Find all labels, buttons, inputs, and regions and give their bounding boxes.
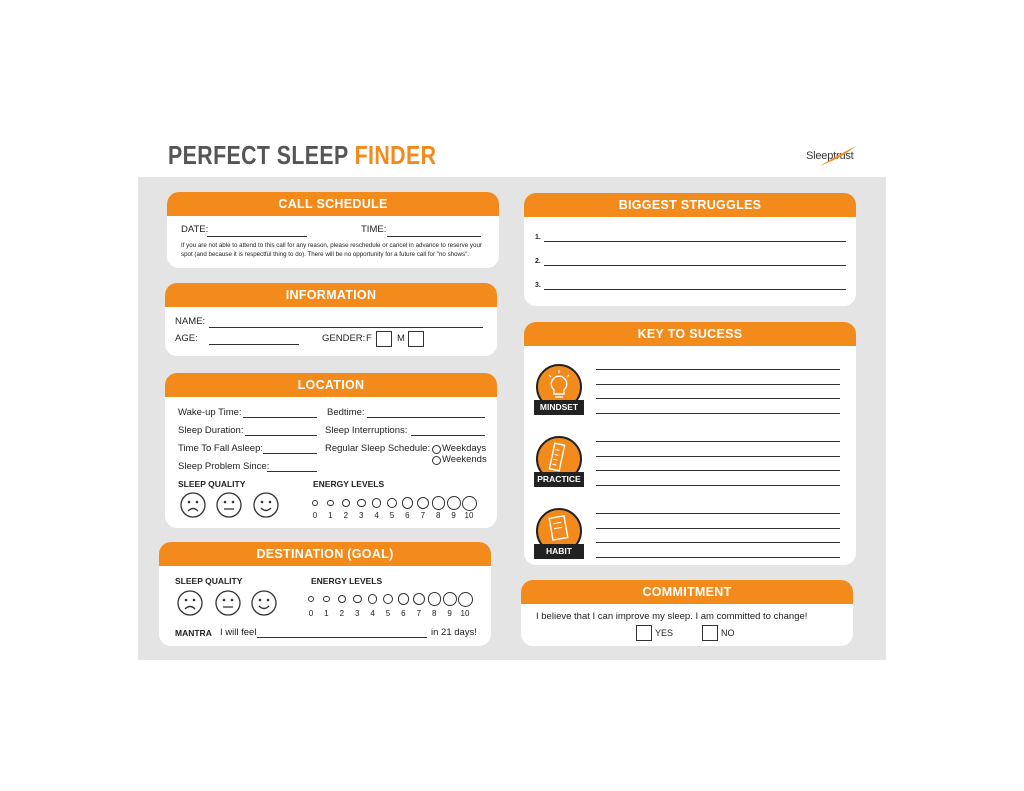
struggle-number-3: 3. (535, 282, 541, 289)
destination-heading: DESTINATION (GOAL) (159, 542, 491, 566)
neutral-face-icon[interactable] (216, 492, 242, 518)
date-label: DATE: (181, 224, 209, 235)
energy-level-5-option[interactable] (383, 594, 394, 605)
key-line-1-1[interactable] (596, 369, 840, 370)
title-part-2: FINDER (354, 140, 437, 170)
key-line-1-4[interactable] (596, 413, 840, 414)
key-line-3-2[interactable] (596, 528, 840, 529)
energy-level-3-option[interactable] (357, 499, 366, 508)
struggles-heading: BIGGEST STRUGGLES (524, 193, 856, 217)
mantra-field[interactable] (257, 637, 427, 638)
energy-level-5-number: 5 (385, 609, 391, 618)
energy-level-8-option[interactable] (432, 496, 445, 509)
energy-level-0-option[interactable] (312, 500, 318, 506)
energy-level-10-option[interactable] (462, 496, 477, 511)
practice-badge (534, 436, 584, 492)
habit-badge (534, 508, 584, 564)
time-field[interactable] (387, 236, 481, 237)
habit-label: HABIT (534, 544, 584, 559)
energy-level-3-option[interactable] (353, 595, 362, 604)
interruptions-label: Sleep Interruptions: (325, 425, 408, 436)
struggle-number-1: 1. (535, 234, 541, 241)
interruptions-field[interactable] (411, 435, 485, 436)
date-field[interactable] (207, 236, 307, 237)
energy-level-8-number: 8 (431, 609, 437, 618)
weekends-radio[interactable] (432, 456, 441, 465)
energy-level-3-number: 3 (354, 609, 360, 618)
key-line-2-2[interactable] (596, 456, 840, 457)
energy-level-9-option[interactable] (443, 592, 457, 606)
key-to-success-card (524, 322, 856, 565)
mindset-badge (534, 364, 584, 420)
problem-since-label: Sleep Problem Since: (178, 461, 270, 472)
key-line-1-2[interactable] (596, 384, 840, 385)
struggle-number-2: 2. (535, 258, 541, 265)
fall-asleep-field[interactable] (263, 453, 317, 454)
goal-sad-face-icon[interactable] (177, 590, 203, 616)
sleeptrust-logo (806, 144, 862, 168)
practice-label: PRACTICE (534, 472, 584, 487)
energy-level-1-option[interactable] (327, 500, 334, 507)
yes-label: YES (655, 628, 674, 638)
problem-since-field[interactable] (267, 471, 317, 472)
sleep-quality-label: SLEEP QUALITY (178, 479, 246, 489)
energy-level-0-number: 0 (308, 609, 314, 618)
energy-level-10-number: 10 (464, 511, 474, 520)
energy-level-2-option[interactable] (338, 595, 346, 603)
key-line-2-3[interactable] (596, 470, 840, 471)
duration-label: Sleep Duration: (178, 425, 244, 436)
energy-level-6-option[interactable] (398, 593, 409, 604)
commitment-statement: I believe that I can improve my sleep. I am committed to change! (536, 611, 808, 622)
struggle-field-3[interactable] (544, 289, 846, 290)
energy-level-8-option[interactable] (428, 592, 441, 605)
mantra-prefix: I will feel (220, 627, 257, 638)
key-heading: KEY TO SUCESS (524, 322, 856, 346)
energy-level-6-option[interactable] (402, 497, 413, 508)
yes-checkbox[interactable] (636, 625, 652, 641)
energy-level-7-option[interactable] (413, 593, 425, 605)
energy-level-5-number: 5 (389, 511, 395, 520)
mantra-suffix: in 21 days! (431, 627, 477, 638)
name-label: NAME: (175, 316, 206, 327)
goal-neutral-face-icon[interactable] (215, 590, 241, 616)
age-label: AGE: (175, 333, 198, 344)
goal-energy-levels-label: ENERGY LEVELS (311, 576, 383, 586)
goal-sleep-quality-label: SLEEP QUALITY (175, 576, 243, 586)
gender-m-checkbox[interactable] (408, 331, 424, 347)
bedtime-field[interactable] (367, 417, 485, 418)
information-heading: INFORMATION (165, 283, 497, 307)
call-schedule-card (167, 192, 499, 268)
regular-schedule-label: Regular Sleep Schedule: (325, 443, 431, 454)
energy-level-4-option[interactable] (368, 594, 378, 604)
gender-f-checkbox[interactable] (376, 331, 392, 347)
energy-level-4-option[interactable] (372, 498, 382, 508)
name-field[interactable] (209, 327, 483, 328)
energy-level-2-number: 2 (339, 609, 345, 618)
goal-happy-face-icon[interactable] (251, 590, 277, 616)
energy-level-1-number: 1 (328, 511, 333, 520)
bedtime-label: Bedtime: (327, 407, 365, 418)
struggle-field-2[interactable] (544, 265, 846, 266)
weekdays-label: Weekdays (442, 443, 487, 454)
struggles-card (524, 193, 856, 306)
struggle-field-1[interactable] (544, 241, 846, 242)
energy-level-2-number: 2 (343, 511, 349, 520)
energy-level-10-option[interactable] (458, 592, 473, 607)
wakeup-field[interactable] (243, 417, 317, 418)
energy-level-8-number: 8 (435, 511, 441, 520)
key-line-3-4[interactable] (596, 557, 840, 558)
page-title (168, 140, 436, 171)
energy-level-0-number: 0 (312, 511, 318, 520)
energy-level-7-number: 7 (416, 609, 422, 618)
destination-card (159, 542, 491, 646)
duration-field[interactable] (245, 435, 317, 436)
mindset-label: MINDSET (534, 400, 584, 415)
energy-level-9-number: 9 (447, 609, 452, 618)
time-label: TIME: (361, 224, 387, 235)
title-part-1: PERFECT SLEEP (168, 140, 355, 170)
fall-asleep-label: Time To Fall Asleep: (178, 443, 264, 454)
energy-levels-label: ENERGY LEVELS (313, 479, 385, 489)
weekdays-radio[interactable] (432, 445, 441, 454)
location-heading: LOCATION (165, 373, 497, 397)
energy-level-5-option[interactable] (387, 498, 398, 509)
mantra-label: MANTRA (175, 628, 212, 638)
location-card (165, 373, 497, 528)
key-line-2-4[interactable] (596, 485, 840, 486)
call-schedule-heading: CALL SCHEDULE (167, 192, 499, 216)
energy-level-3-number: 3 (358, 511, 364, 520)
energy-level-0-option[interactable] (308, 596, 314, 602)
age-field[interactable] (209, 344, 299, 345)
feather-icon (816, 144, 860, 168)
commitment-card (521, 580, 853, 646)
key-line-2-1[interactable] (596, 441, 840, 442)
information-card (165, 283, 497, 356)
energy-level-10-number: 10 (460, 609, 470, 618)
energy-level-7-option[interactable] (417, 497, 429, 509)
happy-face-icon[interactable] (253, 492, 279, 518)
wakeup-label: Wake-up Time: (178, 407, 242, 418)
energy-level-6-number: 6 (405, 511, 410, 520)
form-panel (138, 177, 886, 660)
energy-level-4-number: 4 (370, 609, 375, 618)
energy-level-2-option[interactable] (342, 499, 350, 507)
energy-level-1-number: 1 (324, 609, 329, 618)
gender-label: GENDER: (322, 333, 366, 344)
gender-f-label: F (366, 333, 372, 344)
weekends-label: Weekends (442, 454, 487, 465)
no-label: NO (721, 628, 735, 638)
energy-level-1-option[interactable] (323, 596, 330, 603)
energy-level-9-number: 9 (451, 511, 456, 520)
energy-level-6-number: 6 (401, 609, 406, 618)
energy-level-9-option[interactable] (447, 496, 461, 510)
key-line-3-3[interactable] (596, 542, 840, 543)
key-line-1-3[interactable] (596, 398, 840, 399)
sad-face-icon[interactable] (180, 492, 206, 518)
logo-text: Sleeptrust (806, 150, 854, 162)
energy-level-7-number: 7 (420, 511, 426, 520)
no-checkbox[interactable] (702, 625, 718, 641)
key-line-3-1[interactable] (596, 513, 840, 514)
gender-m-label: M (397, 333, 405, 344)
energy-level-4-number: 4 (374, 511, 379, 520)
commitment-heading: COMMITMENT (521, 580, 853, 604)
call-schedule-note: If you are not able to attend to this call for any reason, please reschedule or cancel in advance to reserve your spot (and because it is respectful thing to do). There will be no opportunity for a future call for "no shows". (181, 242, 482, 258)
